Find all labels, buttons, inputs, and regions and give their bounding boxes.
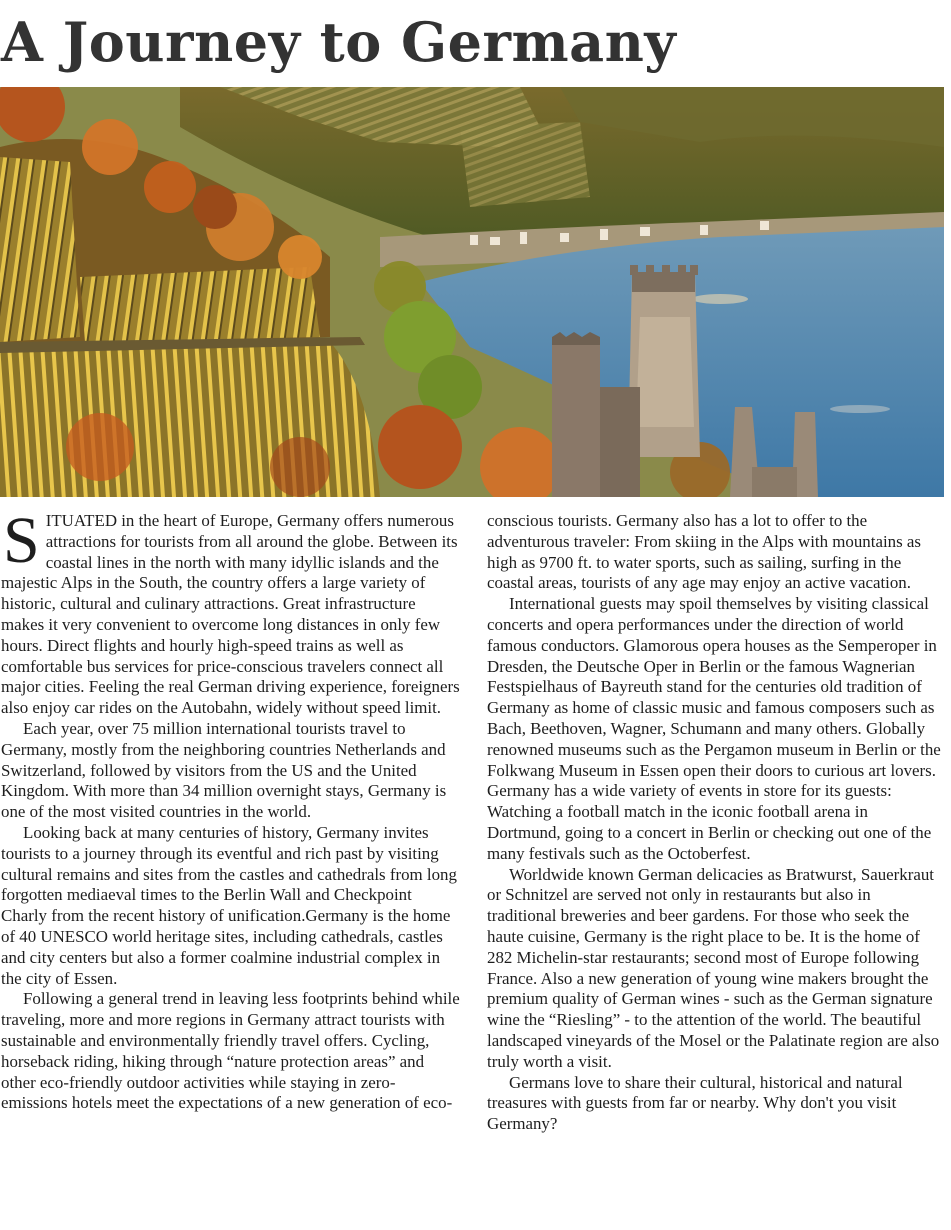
article-paragraph: International guests may spoil themselves by visiting classical concerts and opera performances under the direction of world famous conductors. Glamorous opera houses as the Semperoper in Dresden, the Deutsche Oper in Berlin or the famous Wagnerian Festspielhaus of Bayreuth stand for the centuries old tradition of Germany as home of classic music and famous composers such as Bach, Beethoven, Wagner, Schumann and many others. Globally renowned museums such as the Pergamon museum in Berlin or the Folkwang Museum in Essen open their doors to curious art lovers. Germany has a wide variety of events in store for its guests: Watching a football match in the iconic football arena in Dortmund, going to a concert in Berlin or checking out one of the many festivals such as the Octoberfest. <box>487 594 941 863</box>
article-column-right <box>487 511 941 1230</box>
article-paragraph: Following a general trend in leaving less footprints behind while traveling, more and more regions in Germany attract tourists with sustainable and environmentally friendly travel offers. Cycling, horseback riding, hiking through “nature protection areas” and other eco-friendly outdoor activities while staying in zero-emissions hotels meet the expectations of a new generation of eco- <box>1 989 460 1113</box>
article-paragraph: Worldwide known German delicacies as Bratwurst, Sauerkraut or Schnitzel are served not only in restaurants but also in traditional breweries and beer gardens. For those who seek the haute cuisine, Germany is the right place to be. It is the home of 282 Michelin-star restaurants; second most of Europe following France. Also a new generation of young wine makers brought the premium quality of German wines - such as the German signature wine the “Riesling” - to the attention of the world. The beautiful landscaped vineyards of the Mosel or the Palatinate region are also truly worth a visit. <box>487 864 940 1071</box>
drop-cap: S <box>3 511 40 577</box>
rhine-valley-photo <box>0 87 944 497</box>
article-paragraph-continued: conscious tourists. Germany also has a lot to offer to the adventurous traveler: From skiing in the Alps with mountains as high as 9700 ft. to water sports, such as sailing, surfing in the coastal areas, tourists of any age may enjoy an active vacation. <box>487 511 921 593</box>
article-paragraph: Each year, over 75 million international tourists travel to Germany, mostly from the neighboring countries Netherlands and Switzerland, followed by visitors from the US and the United Kingdom. With more than 34 million overnight stays, Germany is one of the most visited countries in the world. <box>1 718 447 822</box>
article-column-left <box>1 511 461 1230</box>
paragraph-text: ITUATED in the heart of Europe, Germany offers numerous attractions for tourists from all around the globe. Between its coastal lines in the north with many idyllic islands and the majestic Alps in the South, the country offers a large variety of historic, cultural and culinary attractions. Great infrastructure makes it very convenient to overcome long distances in only few hours. Direct flights and hourly high-speed trains as well as comfortable bus services for price-conscious travelers connect all major cities. Feeling the real German driving experience, foreigners also enjoy car rides on the Autobahn, widely without speed limit. <box>1 511 460 718</box>
article-paragraph: Looking back at many centuries of history, Germany invites tourists to a journey through its eventful and rich past by visiting cultural remains and sites from the castles and cathedrals from long forgotten mediaeval times to the Berlin Wall and Checkpoint Charly from the recent history of unification.Germany is the home of 40 UNESCO world heritage sites, including cathedrals, castles and city centers but also a former coalmine industrial complex in the city of Essen. <box>1 822 457 988</box>
article-paragraph-intro <box>1 511 461 719</box>
article-paragraph: Germans love to share their cultural, historical and natural treasures with guests from far or nearby. Why don't you visit Germany? <box>487 1072 903 1134</box>
page-title: A Journey to Germany <box>1 10 677 74</box>
